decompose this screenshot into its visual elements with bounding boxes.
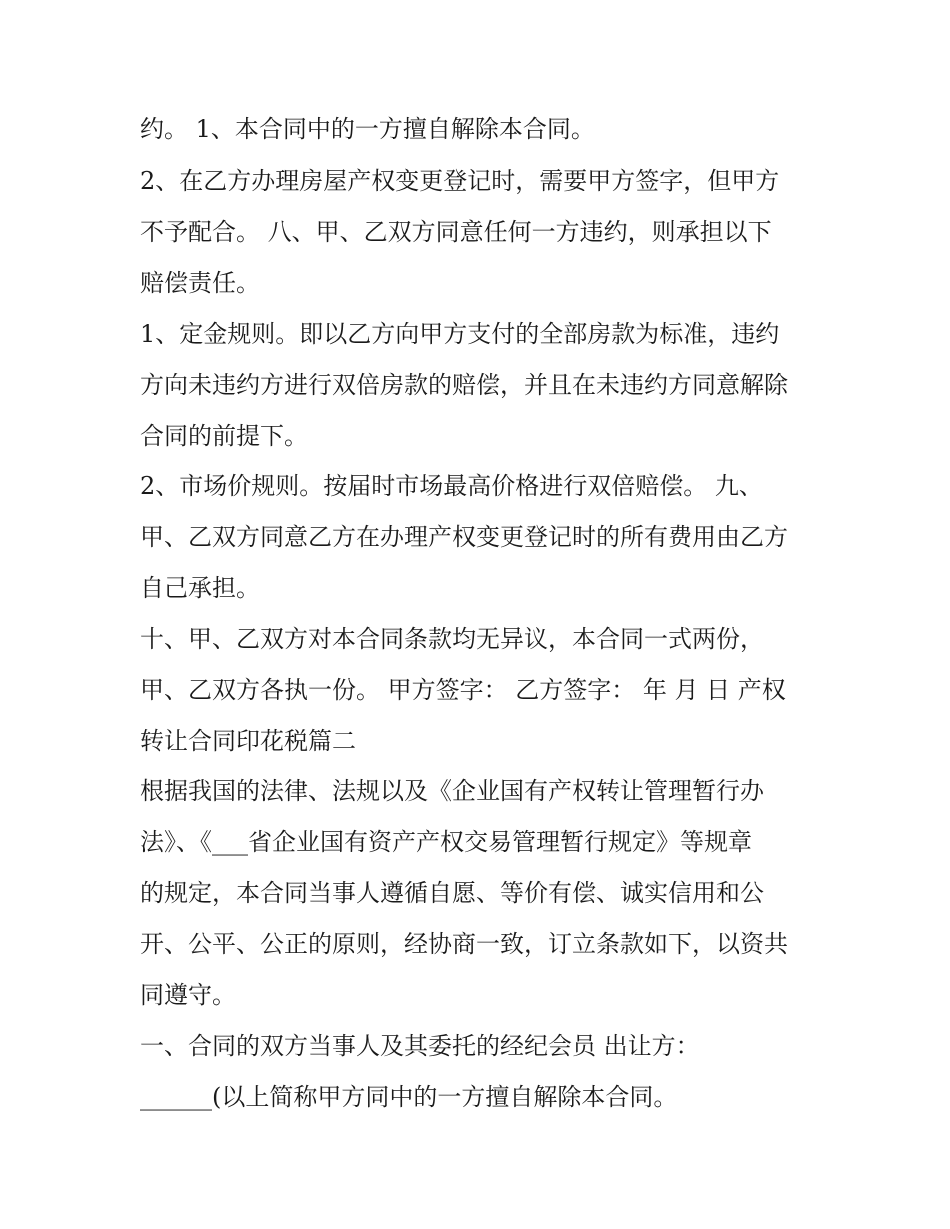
text-line: 根据我国的法律、法规以及《企业国有产权转让管理暂行办 <box>140 777 764 805</box>
text-line: 的规定，本合同当事人遵循自愿、等价有偿、诚实信用和公 <box>140 879 764 907</box>
text-line: 不予配合。 八、甲、乙双方同意任何一方违约，则承担以下 <box>140 218 772 246</box>
text-line: 2、市场价规则。按届时市场最高价格进行双倍赔偿。 九、 <box>140 472 763 500</box>
text-line: ______(以上简称甲方同中的一方擅自解除本合同。 <box>140 1083 678 1111</box>
text-line: 十、甲、乙双方对本合同条款均无异议，本合同一式两份， <box>140 625 764 653</box>
text-line: 合同的前提下。 <box>140 422 308 450</box>
text-line: 转让合同印花税篇二 <box>140 727 356 755</box>
text-line: 1、定金规则。即以乙方向甲方支付的全部房款为标准，违约 <box>140 320 780 348</box>
text-line: 开、公平、公正的原则，经协商一致，订立条款如下，以资共 <box>140 930 788 958</box>
text-line: 甲、乙双方各执一份。 甲方签字： 乙方签字： 年 月 日 产权 <box>140 676 786 704</box>
text-line: 同遵守。 <box>140 981 236 1009</box>
text-line: 方向未违约方进行双倍房款的赔偿，并且在未违约方同意解除 <box>140 371 788 399</box>
text-line: 约。 1、本合同中的一方擅自解除本合同。 <box>140 115 595 143</box>
text-line: 法》、《___省企业国有资产产权交易管理暂行规定》等规章 <box>140 828 752 856</box>
text-line: 甲、乙双方同意乙方在办理产权变更登记时的所有费用由乙方 <box>140 523 788 551</box>
text-line: 赔偿责任。 <box>140 269 260 297</box>
text-line: 自己承担。 <box>140 574 260 602</box>
text-line: 2、在乙方办理房屋产权变更登记时，需要甲方签字，但甲方 <box>140 167 780 195</box>
text-line: 一、合同的双方当事人及其委托的经纪会员 出让方： <box>140 1032 700 1060</box>
